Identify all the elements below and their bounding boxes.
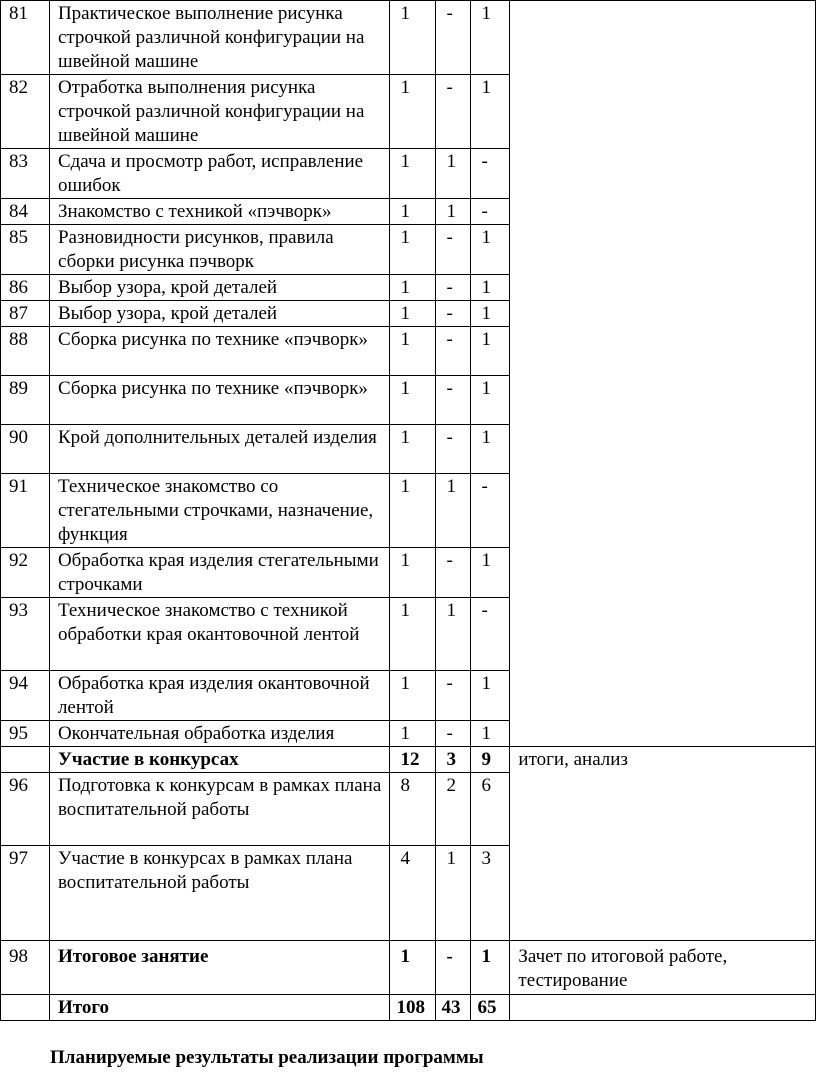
row-number: 96 (1, 773, 50, 846)
theory-hours: 1 (436, 598, 471, 671)
theory-hours: 1 (436, 149, 471, 199)
theory-hours: - (436, 941, 471, 995)
table-body (1, 1, 816, 1021)
row-number: 83 (1, 149, 50, 199)
total-hours: 1 (390, 225, 436, 275)
theory-hours: - (436, 671, 471, 721)
total-row (1, 995, 816, 1021)
total-hours: 1 (390, 548, 436, 598)
total-hours: 8 (390, 773, 436, 846)
topic-cell: Крой дополнительных деталей изделия (49, 425, 390, 474)
theory-hours: 1 (436, 846, 471, 941)
practice-hours: - (471, 598, 510, 671)
total-hours: 108 (390, 995, 436, 1021)
practice-hours: 1 (471, 327, 510, 376)
row-number: 92 (1, 548, 50, 598)
total-hours: 1 (390, 275, 436, 301)
theory-hours: - (436, 425, 471, 474)
topic-cell: Выбор узора, крой деталей (49, 275, 390, 301)
table-row (1, 941, 816, 995)
total-hours: 4 (390, 846, 436, 941)
theory-hours: - (436, 301, 471, 327)
practice-hours: 1 (471, 376, 510, 425)
topic-cell: Окончательная обработка изделия (49, 721, 390, 747)
row-number: 82 (1, 75, 50, 149)
total-hours: 1 (390, 149, 436, 199)
total-hours: 1 (390, 75, 436, 149)
practice-hours: 6 (471, 773, 510, 846)
total-hours: 12 (390, 747, 436, 773)
total-hours: 1 (390, 598, 436, 671)
theory-hours: 43 (436, 995, 471, 1021)
total-hours: 1 (390, 721, 436, 747)
practice-hours: - (471, 199, 510, 225)
row-number: 98 (1, 941, 50, 995)
topic-cell: Знакомство с техникой «пэчворк» (49, 199, 390, 225)
practice-hours: 65 (471, 995, 510, 1021)
theory-hours: 2 (436, 773, 471, 846)
row-number: 87 (1, 301, 50, 327)
control-form-cell (510, 1, 816, 747)
topic-cell: Разновидности рисунков, правила сборки рисунка пэчворк (49, 225, 390, 275)
control-form-cell: итоги, анализ (510, 747, 816, 941)
practice-hours: 1 (471, 75, 510, 149)
topic-cell: Обработка края изделия стегательными строчками (49, 548, 390, 598)
table-row (1, 1, 816, 75)
practice-hours: 3 (471, 846, 510, 941)
topic-cell: Выбор узора, крой деталей (49, 301, 390, 327)
row-number: 97 (1, 846, 50, 941)
practice-hours: 1 (471, 301, 510, 327)
topic-cell: Техническое знакомство с техникой обработки края окантовочной лентой (49, 598, 390, 671)
total-hours: 1 (390, 671, 436, 721)
practice-hours: 1 (471, 275, 510, 301)
practice-hours: 1 (471, 548, 510, 598)
topic-cell: Обработка края изделия окантовочной лентой (49, 671, 390, 721)
theory-hours: - (436, 327, 471, 376)
section-title: Участие в конкурсах (49, 747, 390, 773)
section-row (1, 747, 816, 773)
total-hours: 1 (390, 301, 436, 327)
control-form-cell: Зачет по итоговой работе, тестирование (510, 941, 816, 995)
row-number: 86 (1, 275, 50, 301)
practice-hours: - (471, 474, 510, 548)
section-heading: Планируемые результаты реализации программы (50, 1047, 484, 1068)
total-hours: 1 (390, 941, 436, 995)
theory-hours: 3 (436, 747, 471, 773)
row-number: 91 (1, 474, 50, 548)
topic-cell: Техническое знакомство со стегательными строчками, назначение, функция (49, 474, 390, 548)
practice-hours: 1 (471, 721, 510, 747)
topic-cell: Сборка рисунка по технике «пэчворк» (49, 376, 390, 425)
row-number: 95 (1, 721, 50, 747)
row-number: 85 (1, 225, 50, 275)
practice-hours: - (471, 149, 510, 199)
total-hours: 1 (390, 1, 436, 75)
theory-hours: - (436, 548, 471, 598)
practice-hours: 1 (471, 941, 510, 995)
control-form-cell (510, 995, 816, 1021)
row-number: 93 (1, 598, 50, 671)
topic-cell: Участие в конкурсах в рамках плана воспитательной работы (49, 846, 390, 941)
topic-cell: Отработка выполнения рисунка строчкой различной конфигурации на швейной машине (49, 75, 390, 149)
total-label: Итого (49, 995, 390, 1021)
practice-hours: 9 (471, 747, 510, 773)
row-number: 90 (1, 425, 50, 474)
theory-hours: - (436, 275, 471, 301)
row-number: 88 (1, 327, 50, 376)
row-number: 89 (1, 376, 50, 425)
row-number (1, 747, 50, 773)
theory-hours: 1 (436, 199, 471, 225)
theory-hours: 1 (436, 474, 471, 548)
practice-hours: 1 (471, 225, 510, 275)
total-hours: 1 (390, 425, 436, 474)
topic-cell: Сборка рисунка по технике «пэчворк» (49, 327, 390, 376)
theory-hours: - (436, 376, 471, 425)
theory-hours: - (436, 75, 471, 149)
row-number: 84 (1, 199, 50, 225)
total-hours: 1 (390, 199, 436, 225)
row-number: 94 (1, 671, 50, 721)
row-number (1, 995, 50, 1021)
topic-cell: Подготовка к конкурсам в рамках плана воспитательной работы (49, 773, 390, 846)
theory-hours: - (436, 721, 471, 747)
practice-hours: 1 (471, 425, 510, 474)
topic-cell: Практическое выполнение рисунка строчкой различной конфигурации на швейной машине (49, 1, 390, 75)
theory-hours: - (436, 1, 471, 75)
practice-hours: 1 (471, 1, 510, 75)
theory-hours: - (436, 225, 471, 275)
total-hours: 1 (390, 474, 436, 548)
topic-cell: Сдача и просмотр работ, исправление ошибок (49, 149, 390, 199)
topic-cell: Итоговое занятие (49, 941, 390, 995)
total-hours: 1 (390, 376, 436, 425)
total-hours: 1 (390, 327, 436, 376)
row-number: 81 (1, 1, 50, 75)
practice-hours: 1 (471, 671, 510, 721)
